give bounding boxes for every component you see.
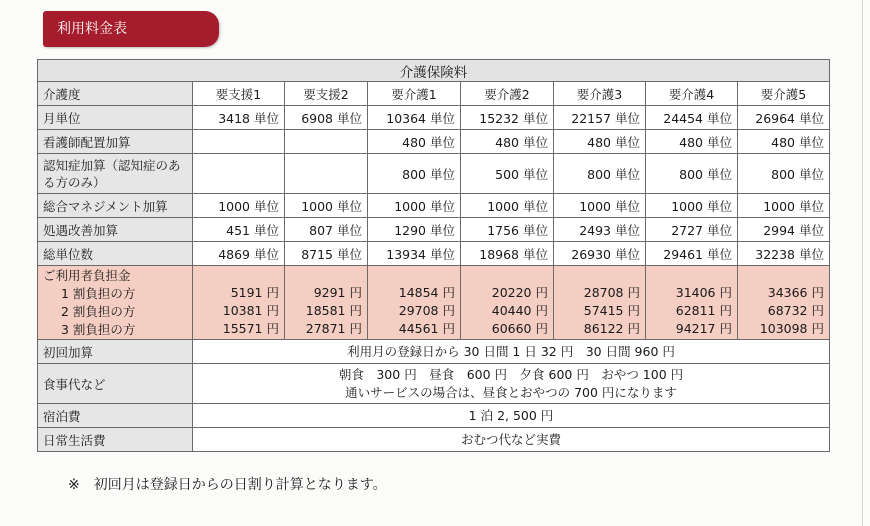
copay-amount: 103098 円 (759, 321, 824, 336)
copay-amount: 27871 円 (305, 321, 362, 336)
row-label: 総単位数 (38, 242, 193, 266)
unit-cell: 1000 単位 (285, 194, 368, 218)
unit-cell: 800 単位 (554, 154, 646, 194)
copay-amount: 31406 円 (675, 285, 732, 300)
unit-cell: 500 単位 (461, 154, 554, 194)
unit-cell (285, 130, 368, 154)
table-row (38, 194, 830, 218)
copay-sub-label: 3 割負担の方 (61, 322, 136, 337)
unit-cell: 807 単位 (285, 218, 368, 242)
food-fee-line: 通いサービスの場合は、昼食とおやつの 700 円になります (345, 384, 677, 400)
table-row (38, 106, 830, 130)
copay-cell (193, 266, 285, 340)
unit-cell: 800 単位 (738, 154, 830, 194)
unit-cell: 22157 単位 (554, 106, 646, 130)
unit-cell: 480 単位 (738, 130, 830, 154)
table-row (38, 218, 830, 242)
unit-cell: 1000 単位 (646, 194, 738, 218)
copay-amount: 60660 円 (491, 321, 548, 336)
unit-cell: 480 単位 (461, 130, 554, 154)
unit-cell (193, 130, 285, 154)
copay-sub-label: 2 割負担の方 (61, 304, 136, 319)
unit-cell: 1290 単位 (368, 218, 461, 242)
copay-amount: 94217 円 (675, 321, 732, 336)
unit-cell: 1000 単位 (554, 194, 646, 218)
food-fee-line: 朝食 300 円 昼食 600 円 夕食 600 円 おやつ 100 円 (338, 366, 684, 382)
copay-sub-label: 1 割負担の方 (61, 286, 136, 301)
level-header: 要介護1 (368, 82, 461, 106)
row-label: 認知症加算（認知症のある方のみ） (38, 154, 193, 194)
copay-row (38, 266, 830, 340)
footnote: ※ 初回月は登録日からの日割り計算となります。 (68, 477, 387, 493)
unit-cell: 2727 単位 (646, 218, 738, 242)
title-badge: 利用料金表 (43, 11, 219, 47)
row-label: 食事代など (38, 364, 193, 404)
level-header: 要介護2 (461, 82, 554, 106)
unit-cell: 1756 単位 (461, 218, 554, 242)
table-row (38, 130, 830, 154)
copay-cell (285, 266, 368, 340)
unit-cell: 10364 単位 (368, 106, 461, 130)
level-header: 要介護5 (738, 82, 830, 106)
unit-cell: 3418 単位 (193, 106, 285, 130)
unit-cell: 15232 単位 (461, 106, 554, 130)
food-fee-cell (193, 364, 830, 404)
unit-cell: 24454 単位 (646, 106, 738, 130)
unit-cell: 2994 単位 (738, 218, 830, 242)
copay-cell (461, 266, 554, 340)
row-label: 看護師配置加算 (38, 130, 193, 154)
level-header: 要支援2 (285, 82, 368, 106)
unit-cell: 800 単位 (368, 154, 461, 194)
copay-cell (738, 266, 830, 340)
level-header: 要介護3 (554, 82, 646, 106)
table-row (38, 404, 830, 428)
copay-amount: 28708 円 (583, 285, 640, 300)
unit-cell (193, 154, 285, 194)
row-label: 月単位 (38, 106, 193, 130)
unit-cell: 26930 単位 (554, 242, 646, 266)
unit-cell: 480 単位 (646, 130, 738, 154)
copay-amount: 18581 円 (305, 303, 362, 318)
header-label: 介護度 (38, 82, 193, 106)
copay-cell (554, 266, 646, 340)
initial-fee-text: 利用月の登録日から 30 日間 1 日 32 円 30 日間 960 円 (193, 340, 830, 364)
copay-cell (368, 266, 461, 340)
unit-cell: 26964 単位 (738, 106, 830, 130)
row-label: 宿泊費 (38, 404, 193, 428)
level-header: 要介護4 (646, 82, 738, 106)
unit-cell: 8715 単位 (285, 242, 368, 266)
unit-cell: 480 単位 (368, 130, 461, 154)
unit-cell: 1000 単位 (461, 194, 554, 218)
copay-amount: 57415 円 (583, 303, 640, 318)
table-row (38, 364, 830, 404)
unit-cell (285, 154, 368, 194)
unit-cell: 1000 単位 (368, 194, 461, 218)
copay-amount: 9291 円 (313, 285, 362, 300)
copay-amount: 5191 円 (230, 285, 279, 300)
unit-cell: 4869 単位 (193, 242, 285, 266)
page-edge-line (862, 0, 863, 526)
unit-cell: 29461 単位 (646, 242, 738, 266)
unit-cell: 32238 単位 (738, 242, 830, 266)
copay-amount: 29708 円 (398, 303, 455, 318)
unit-cell: 1000 単位 (193, 194, 285, 218)
copay-title: ご利用者負担金 (43, 268, 131, 283)
level-header: 要支援1 (193, 82, 285, 106)
copay-amount: 20220 円 (491, 285, 548, 300)
unit-cell: 1000 単位 (738, 194, 830, 218)
row-label: 初回加算 (38, 340, 193, 364)
copay-amount: 44561 円 (398, 321, 455, 336)
copay-label (38, 266, 193, 340)
copay-amount: 86122 円 (583, 321, 640, 336)
row-label: 総合マネジメント加算 (38, 194, 193, 218)
copay-amount: 68732 円 (767, 303, 824, 318)
table-row (38, 428, 830, 452)
copay-cell (646, 266, 738, 340)
unit-cell: 480 単位 (554, 130, 646, 154)
unit-cell: 2493 単位 (554, 218, 646, 242)
unit-cell: 800 単位 (646, 154, 738, 194)
copay-amount: 15571 円 (222, 321, 279, 336)
unit-cell: 13934 単位 (368, 242, 461, 266)
table-row (38, 340, 830, 364)
copay-amount: 10381 円 (222, 303, 279, 318)
fee-table (37, 59, 830, 452)
table-row (38, 242, 830, 266)
section-title: 介護保険料 (38, 60, 830, 82)
lodging-fee-text: 1 泊 2, 500 円 (193, 404, 830, 428)
row-label: 日常生活費 (38, 428, 193, 452)
copay-amount: 40440 円 (491, 303, 548, 318)
copay-amount: 34366 円 (767, 285, 824, 300)
daily-fee-text: おむつ代など実費 (193, 428, 830, 452)
unit-cell: 451 単位 (193, 218, 285, 242)
row-label: 処遇改善加算 (38, 218, 193, 242)
unit-cell: 18968 単位 (461, 242, 554, 266)
copay-amount: 14854 円 (398, 285, 455, 300)
unit-cell: 6908 単位 (285, 106, 368, 130)
copay-amount: 62811 円 (675, 303, 732, 318)
table-row (38, 154, 830, 194)
